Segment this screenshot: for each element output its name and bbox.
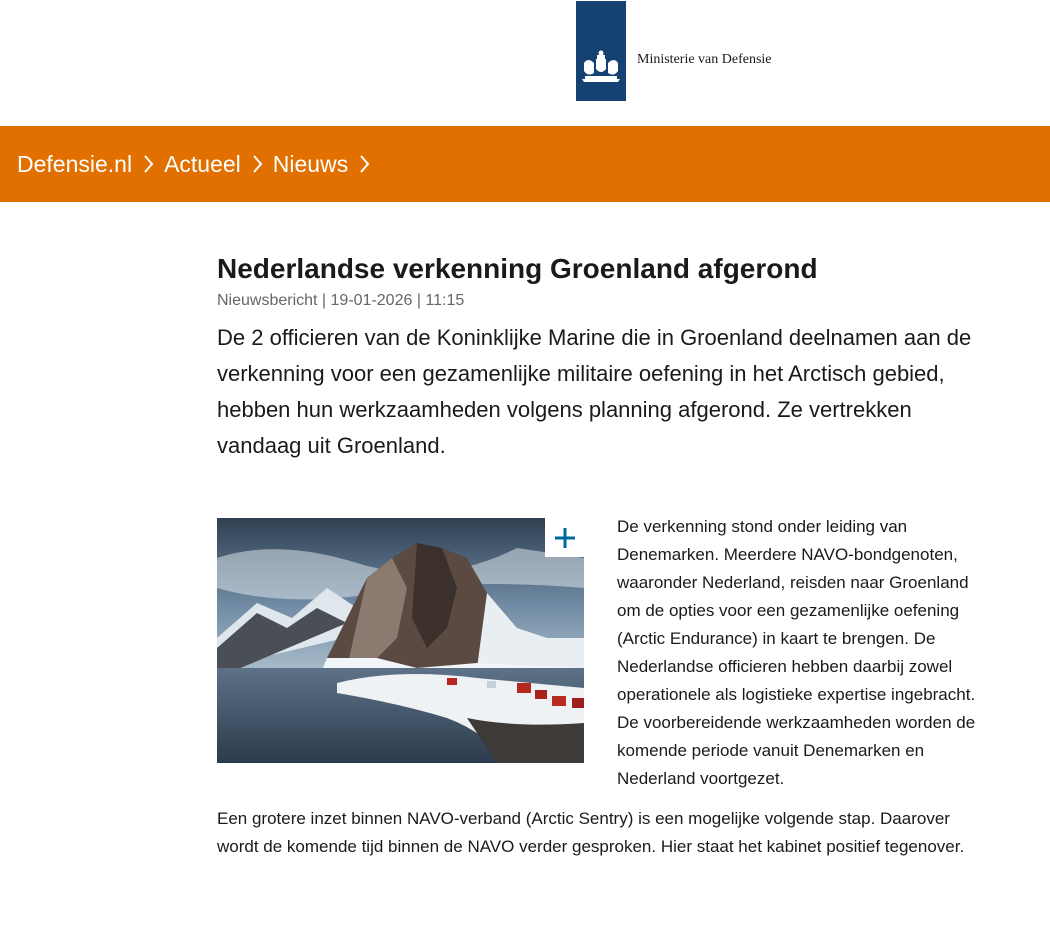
ministry-name: Ministerie van Defensie [637, 52, 772, 67]
article-lead: De 2 officieren van de Koninklijke Marine die in Groenland deelnamen aan de verkenning voor een gezamenlijke militaire oefening in het Arctisch gebied, hebben hun werkzaamheden volgens planning afgerond. Ze vertrekken vandaag uit Groenland. [217, 325, 972, 458]
article-meta: Nieuwsbericht | 19-01-2026 | 11:15 [217, 292, 465, 309]
article-title: Nederlandse verkenning Groenland afgerond [217, 253, 818, 284]
chevron-right-icon [360, 155, 370, 173]
article-body [217, 513, 977, 861]
chevron-right-icon [253, 155, 263, 173]
rijksoverheid-logo[interactable] [576, 1, 626, 101]
breadcrumb-item-home[interactable]: Defensie.nl [17, 150, 133, 177]
article-paragraph: Een grotere inzet binnen NAVO-verband (Arctic Sentry) is een mogelijke volgende stap. Daarover wordt de komende tijd binnen de NAVO verder gesproken. Hier staat het kabinet positief tegenover. [217, 809, 965, 856]
landscape-photo [217, 518, 584, 763]
chevron-right-icon [144, 155, 154, 173]
article-header [217, 248, 987, 464]
zoom-image-button[interactable] [545, 518, 584, 557]
article-paragraph: De verkenning stond onder leiding van Denemarken. Meerdere NAVO-bondgenoten, waaronder Nederland, reisden naar Groenland om de opties voor een gezamenlijke oefening (Arctic Endurance) in kaart te brengen. De Nederlandse officieren hebben daarbij zowel operationele als logistieke expertise ingebracht. De voorbereidende werkzaamheden worden de komende periode vanuit Denemarken en Nederland voortgezet. [617, 517, 976, 788]
coat-of-arms-icon [579, 49, 623, 89]
breadcrumb [17, 126, 380, 202]
article-image[interactable] [217, 518, 584, 763]
site-header [0, 0, 1050, 126]
breadcrumb-item-actueel[interactable]: Actueel [164, 150, 241, 177]
breadcrumb-item-nieuws[interactable]: Nieuws [272, 150, 349, 177]
plus-icon [555, 528, 575, 548]
breadcrumb-bar [0, 126, 1050, 202]
